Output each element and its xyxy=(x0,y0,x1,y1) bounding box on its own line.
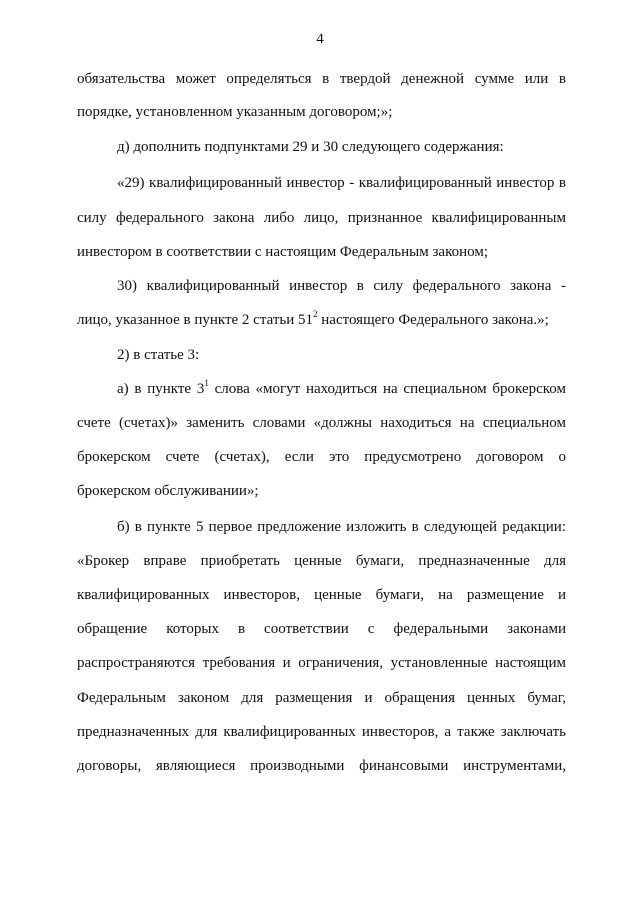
text-segment: «Брокер вправе приобретать ценные бумаги, предназначенные для xyxy=(77,553,566,569)
text-line xyxy=(117,517,566,537)
text-line xyxy=(77,619,566,639)
text-segment: а) в пункте 3 xyxy=(117,381,205,397)
text-segment: обращение которых в соответствии с федеральными законами xyxy=(77,621,566,637)
text-segment: брокерском счете (счетах), если это предусмотрено договором о xyxy=(77,449,566,465)
text-line xyxy=(117,379,566,399)
text-line xyxy=(77,756,566,776)
text-line xyxy=(77,102,566,122)
text-segment: лицо, указанное в пункте 2 статьи 51 xyxy=(77,312,314,328)
text-segment: инвестором в соответствии с настоящим Федеральным законом; xyxy=(77,244,489,260)
text-segment: брокерском обслуживании»; xyxy=(77,483,259,499)
text-segment: 2) в статье 3: xyxy=(117,347,200,363)
text-line xyxy=(117,345,566,365)
text-segment: силу федерального закона либо лицо, признанное квалифицированным xyxy=(77,210,566,226)
text-segment: слова «могут находиться на специальном брокерском xyxy=(208,381,566,397)
text-line xyxy=(77,69,566,89)
text-line xyxy=(77,585,566,605)
text-line xyxy=(77,688,566,708)
text-segment: «29) квалифицированный инвестор - квалифицированный инвестор в xyxy=(117,175,566,191)
superscript: 2 xyxy=(313,309,318,319)
text-segment: д) дополнить подпунктами 29 и 30 следующего содержания: xyxy=(117,139,504,155)
text-segment: распространяются требования и ограничения, установленные настоящим xyxy=(77,655,566,671)
text-segment: б) в пункте 5 первое предложение изложить в следующей редакции: xyxy=(117,519,566,535)
text-segment: 30) квалифицированный инвестор в силу федерального закона - xyxy=(117,278,566,294)
text-segment: Федеральным законом для размещения и обращения ценных бумаг, xyxy=(77,690,566,706)
text-line xyxy=(77,447,566,467)
text-segment: порядке, установленном указанным договором;»; xyxy=(77,104,393,120)
text-segment: договоры, являющиеся производными финансовыми инструментами, xyxy=(77,758,566,774)
text-line xyxy=(77,551,566,571)
superscript: 1 xyxy=(204,378,209,388)
text-segment: квалифицированных инвесторов, ценные бумаги, на размещение и xyxy=(77,587,566,603)
text-line xyxy=(117,276,566,296)
page-number: 4 xyxy=(316,31,324,47)
text-segment: счете (счетах)» заменить словами «должны находиться на специальном xyxy=(77,415,566,431)
text-segment: обязательства может определяться в твердой денежной сумме или в xyxy=(77,71,566,87)
text-line xyxy=(77,242,566,262)
text-line xyxy=(77,722,566,742)
text-line xyxy=(77,413,566,433)
text-line xyxy=(77,481,566,501)
text-line xyxy=(77,653,566,673)
text-segment: предназначенных для квалифицированных инвесторов, а также заключать xyxy=(77,724,566,740)
text-line xyxy=(117,137,566,157)
text-line xyxy=(117,173,566,193)
text-line xyxy=(77,208,566,228)
text-line xyxy=(77,310,566,330)
text-segment: настоящего Федерального закона.»; xyxy=(317,312,549,328)
